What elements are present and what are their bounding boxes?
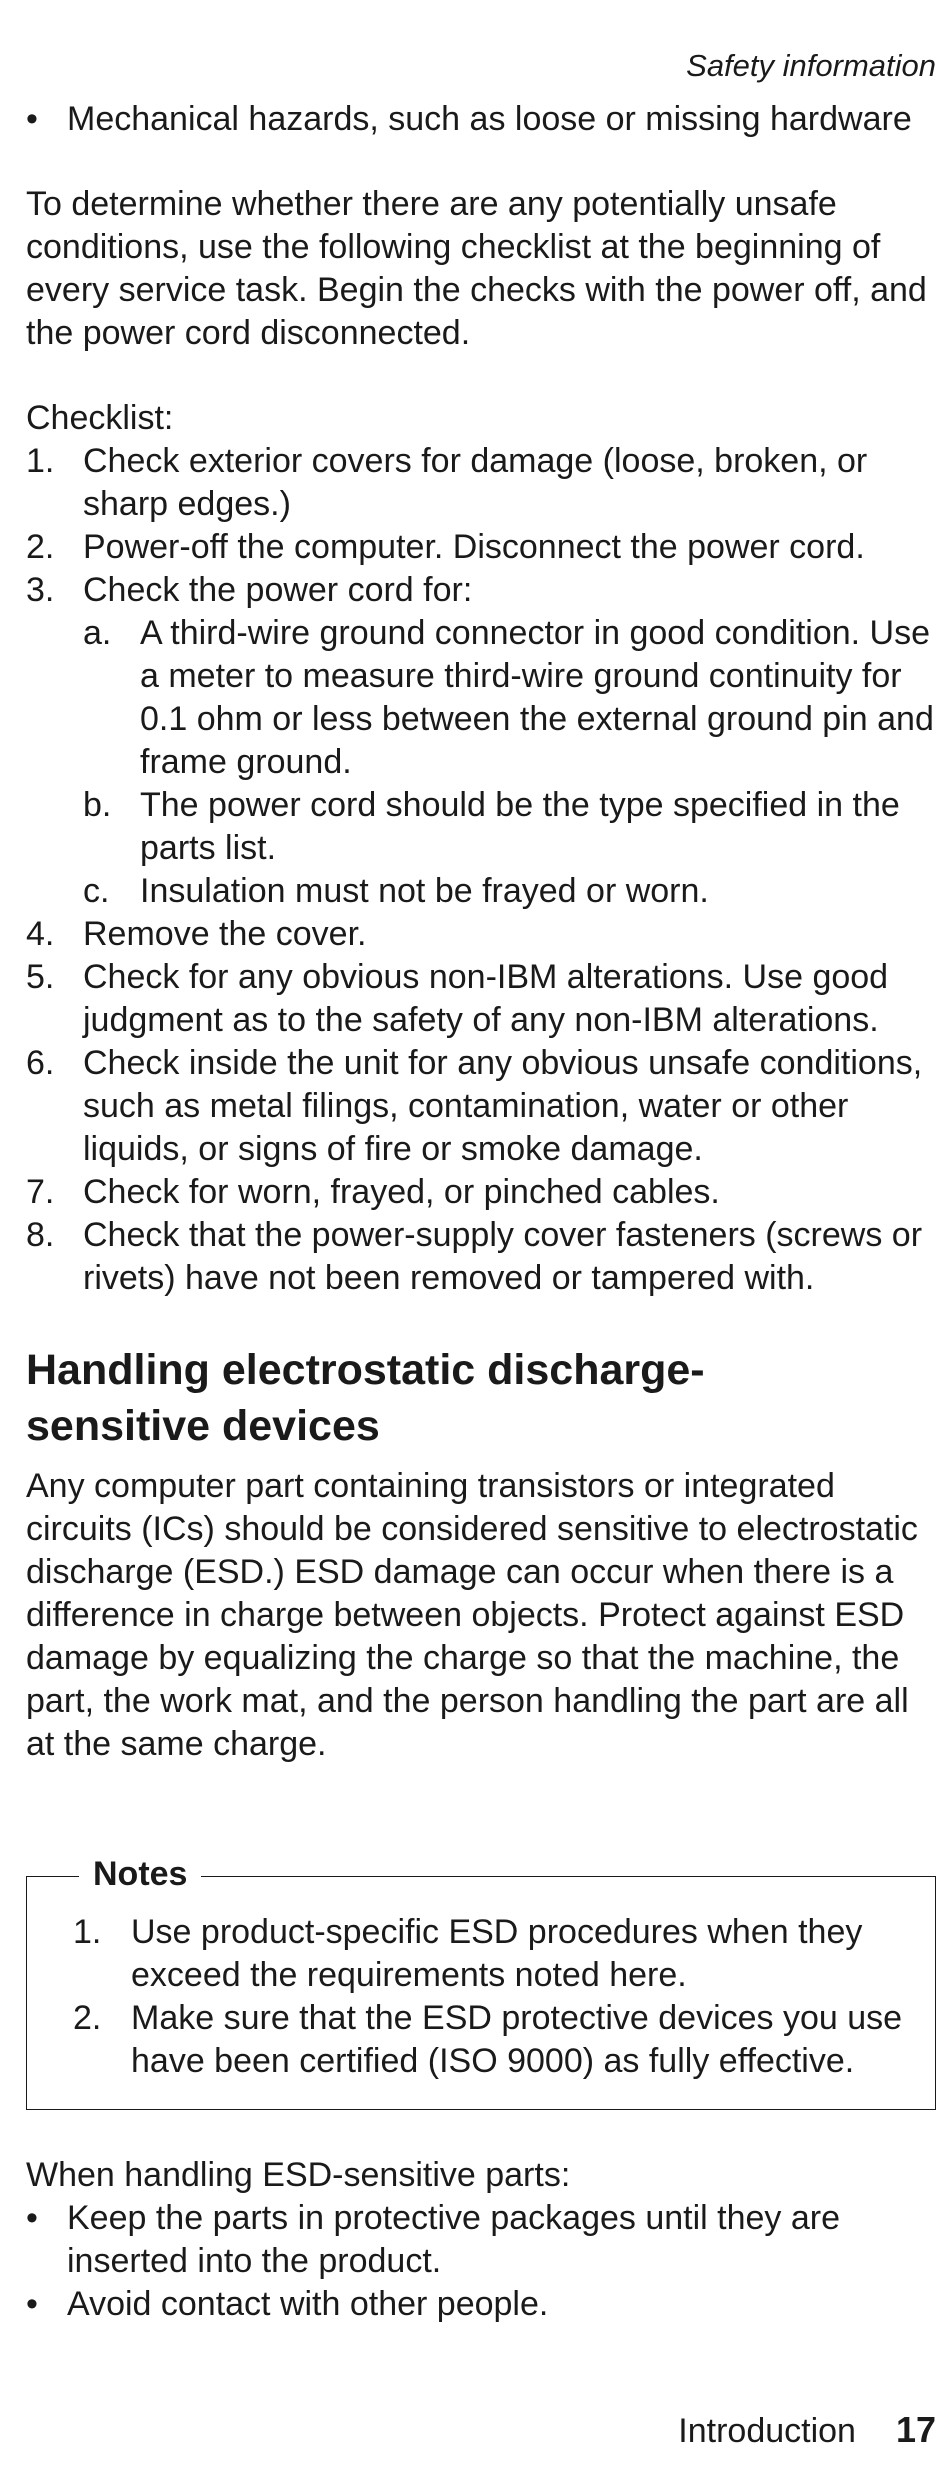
intro-bullet-list: [26, 98, 936, 141]
subitem-text: Insulation must not be frayed or worn.: [140, 872, 709, 910]
note-number: 1.: [73, 1913, 102, 1951]
list-item: [26, 98, 936, 141]
checklist-item: [26, 1042, 936, 1171]
intro-paragraph: To determine whether there are any potentially unsafe conditions, use the following checklist at the beginning of every service task. Begin the checks with the power off, and the power cord disconnected.: [26, 185, 927, 352]
subitem-letter: b.: [83, 786, 112, 824]
subitem-letter: c.: [83, 872, 110, 910]
list-item: [26, 2197, 936, 2283]
subitem-letter: a.: [83, 614, 112, 652]
note-text: Make sure that the ESD protective devices you use have been certified (ISO 9000) as fully effective.: [131, 1999, 903, 2080]
bullet-icon: •: [26, 2285, 38, 2323]
running-footer: [678, 2408, 936, 2453]
list-item-text: Keep the parts in protective packages until they are inserted into the product.: [67, 2199, 841, 2280]
footer-section: Introduction: [678, 2412, 856, 2450]
handling-intro: When handling ESD-sensitive parts:: [26, 2156, 571, 2194]
running-header: Safety information: [686, 48, 936, 83]
item-text: Remove the cover.: [83, 915, 367, 953]
list-item-text: Avoid contact with other people.: [67, 2285, 549, 2323]
checklist: [26, 440, 936, 1300]
item-text: Check for worn, frayed, or pinched cables.: [83, 1173, 720, 1211]
item-number: 8.: [26, 1216, 55, 1254]
item-text: Check inside the unit for any obvious unsafe conditions, such as metal filings, contamination, water or other liquids, or signs of fire or smoke damage.: [83, 1044, 923, 1168]
notes-list: [73, 1911, 915, 2083]
checklist-subitem: [83, 870, 936, 913]
section-heading: Handling electrostatic discharge-sensitive devices: [26, 1346, 705, 1450]
bullet-icon: •: [26, 2199, 38, 2237]
esd-paragraph: Any computer part containing transistors or integrated circuits (ICs) should be considered sensitive to electrostatic discharge (ESD.) ESD damage can occur when there is a difference in charge between objects. Protect against ESD damage by equalizing the charge so that the machine, the part, the work mat, and the person handling the part are all at the same charge.: [26, 1467, 918, 1763]
item-number: 3.: [26, 571, 55, 609]
page-number: 17: [895, 2409, 936, 2450]
checklist-item: [26, 526, 936, 569]
list-item: [26, 2283, 936, 2326]
item-number: 7.: [26, 1173, 55, 1211]
handling-bullet-list: [26, 2197, 936, 2326]
manual-page: [26, 0, 936, 2481]
item-text: Check for any obvious non-IBM alterations. Use good judgment as to the safety of any non-IBM alterations.: [83, 958, 889, 1039]
checklist-item: [26, 1214, 936, 1300]
item-number: 5.: [26, 958, 55, 996]
note-number: 2.: [73, 1999, 102, 2037]
checklist-item: [26, 956, 936, 1042]
notes-box: [26, 1855, 936, 2110]
item-text: Power-off the computer. Disconnect the power cord.: [83, 528, 865, 566]
item-text: Check that the power-supply cover fasteners (screws or rivets) have not been removed or tampered with.: [83, 1216, 923, 1297]
checklist-subitem: [83, 612, 936, 784]
checklist-item: [26, 440, 936, 526]
subitem-text: The power cord should be the type specified in the parts list.: [140, 786, 900, 867]
item-text: Check exterior covers for damage (loose, broken, or sharp edges.): [83, 442, 868, 523]
item-number: 6.: [26, 1044, 55, 1082]
item-number: 1.: [26, 442, 55, 480]
item-text: Check the power cord for:: [83, 571, 473, 609]
note-text: Use product-specific ESD procedures when they exceed the requirements noted here.: [131, 1913, 863, 1994]
checklist-item: [26, 1171, 936, 1214]
checklist-label: Checklist:: [26, 399, 174, 437]
power-cord-sublist: [83, 612, 936, 913]
page-content: [26, 98, 936, 2326]
item-number: 4.: [26, 915, 55, 953]
note-item: [73, 1997, 915, 2083]
item-number: 2.: [26, 528, 55, 566]
checklist-item: [26, 569, 936, 913]
checklist-item: [26, 913, 936, 956]
subitem-text: A third-wire ground connector in good condition. Use a meter to measure third-wire ground continuity for 0.1 ohm or less between the external ground pin and frame ground.: [140, 614, 934, 781]
notes-title: Notes: [79, 1853, 201, 1896]
note-item: [73, 1911, 915, 1997]
checklist-subitem: [83, 784, 936, 870]
list-item-text: Mechanical hazards, such as loose or missing hardware: [67, 100, 912, 138]
bullet-icon: •: [26, 100, 38, 138]
